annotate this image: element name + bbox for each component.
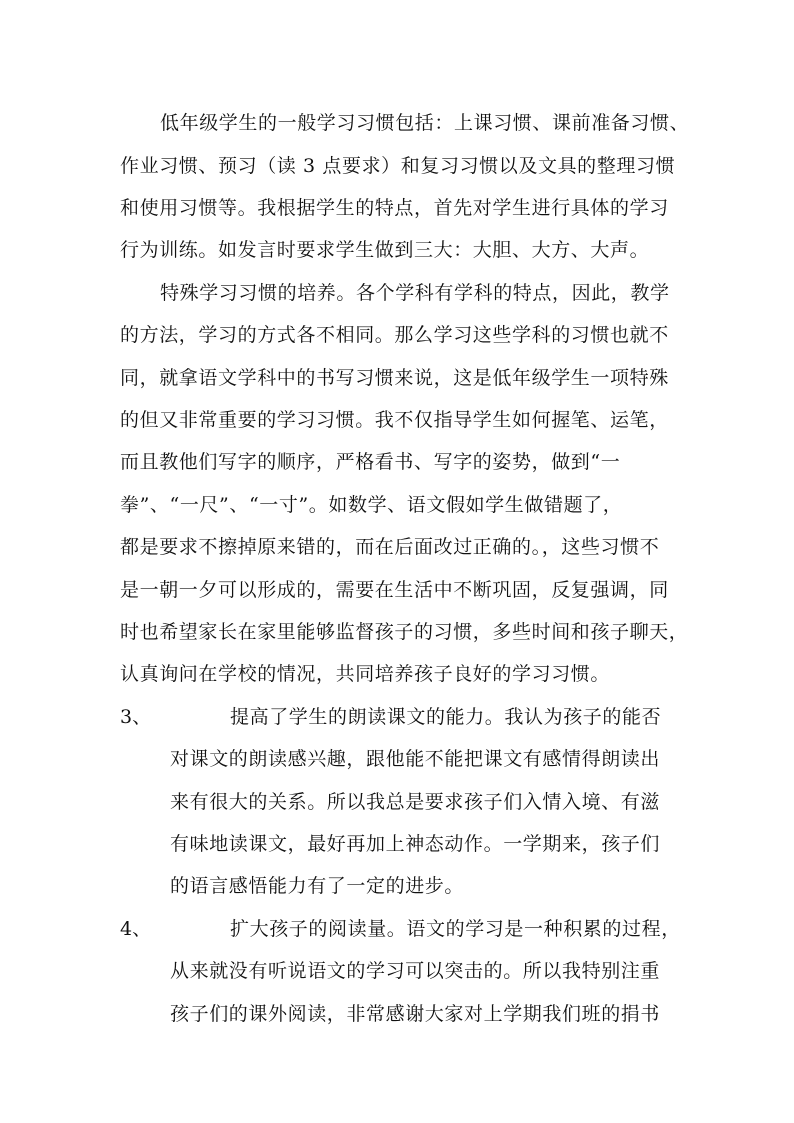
- item4-line-2: 从来就没有听说语文的学习可以突击的。所以我特别注重: [170, 960, 661, 982]
- paragraph2-line-6: 拳”、“一尺”、“一寸”。如数学、语文假如学生做错题了，: [120, 494, 623, 516]
- item4-line-1: 扩大孩子的阅读量。语文的学习是一种积累的过程，: [230, 918, 681, 940]
- item3-line-5: 的语言感悟能力有了一定的进步。: [170, 875, 465, 897]
- paragraph1-line-1: 低年级学生的一般学习习惯包括：上课习惯、课前准备习惯、: [160, 112, 690, 134]
- paragraph2-line-7: 都是要求不擦掉原来错的，而在后面改过正确的。，这些习惯不: [120, 536, 660, 558]
- item3-number: 3、: [120, 706, 152, 728]
- item3-line-2: 对课文的朗读感兴趣，跟他能不能把课文有感情得朗读出: [170, 748, 661, 770]
- paragraph2-line-5: 而且教他们写字的顺序，严格看书、写字的姿势，做到“一: [120, 451, 621, 473]
- paragraph2-line-8: 是一朝一夕可以形成的，需要在生活中不断巩固，反复强调，同: [120, 579, 669, 601]
- item3-line-1: 提高了学生的朗读课文的能力。我认为孩子的能否: [230, 706, 662, 728]
- item3-line-3: 来有很大的关系。所以我总是要求孩子们入情入境、有滋: [170, 791, 661, 813]
- paragraph2-line-10: 认真询问在学校的情况，共同培养孩子良好的学习习惯。: [120, 663, 611, 685]
- item4-line-3: 孩子们的课外阅读，非常感谢大家对上学期我们班的捐书: [170, 1003, 661, 1025]
- paragraph1-line-4: 行为训练。如发言时要求学生做到三大：大胆、大方、大声。: [120, 239, 650, 261]
- paragraph1-line-2: 作业习惯、预习（读 3 点要求）和复习习惯以及文具的整理习惯: [120, 155, 676, 177]
- paragraph2-line-1: 特殊学习习惯的培养。各个学科有学科的特点，因此，教学: [160, 282, 670, 304]
- paragraph2-line-2: 的方法，学习的方式各不相同。那么学习这些学科的习惯也就不: [120, 324, 669, 346]
- paragraph2-line-9: 时也希望家长在家里能够监督孩子的习惯，多些时间和孩子聊天，: [120, 621, 689, 643]
- item4-number: 4、: [120, 918, 152, 940]
- paragraph1-line-3: 和使用习惯等。我根据学生的特点，首先对学生进行具体的学习: [120, 197, 669, 219]
- paragraph2-line-4: 的但又非常重要的学习习惯。我不仅指导学生如何握笔、运笔，: [120, 409, 669, 431]
- paragraph2-line-3: 同，就拿语文学科中的书写习惯来说，这是低年级学生一项特殊: [120, 367, 669, 389]
- item3-line-4: 有味地读课文，最好再加上神态动作。一学期来，孩子们: [170, 833, 661, 855]
